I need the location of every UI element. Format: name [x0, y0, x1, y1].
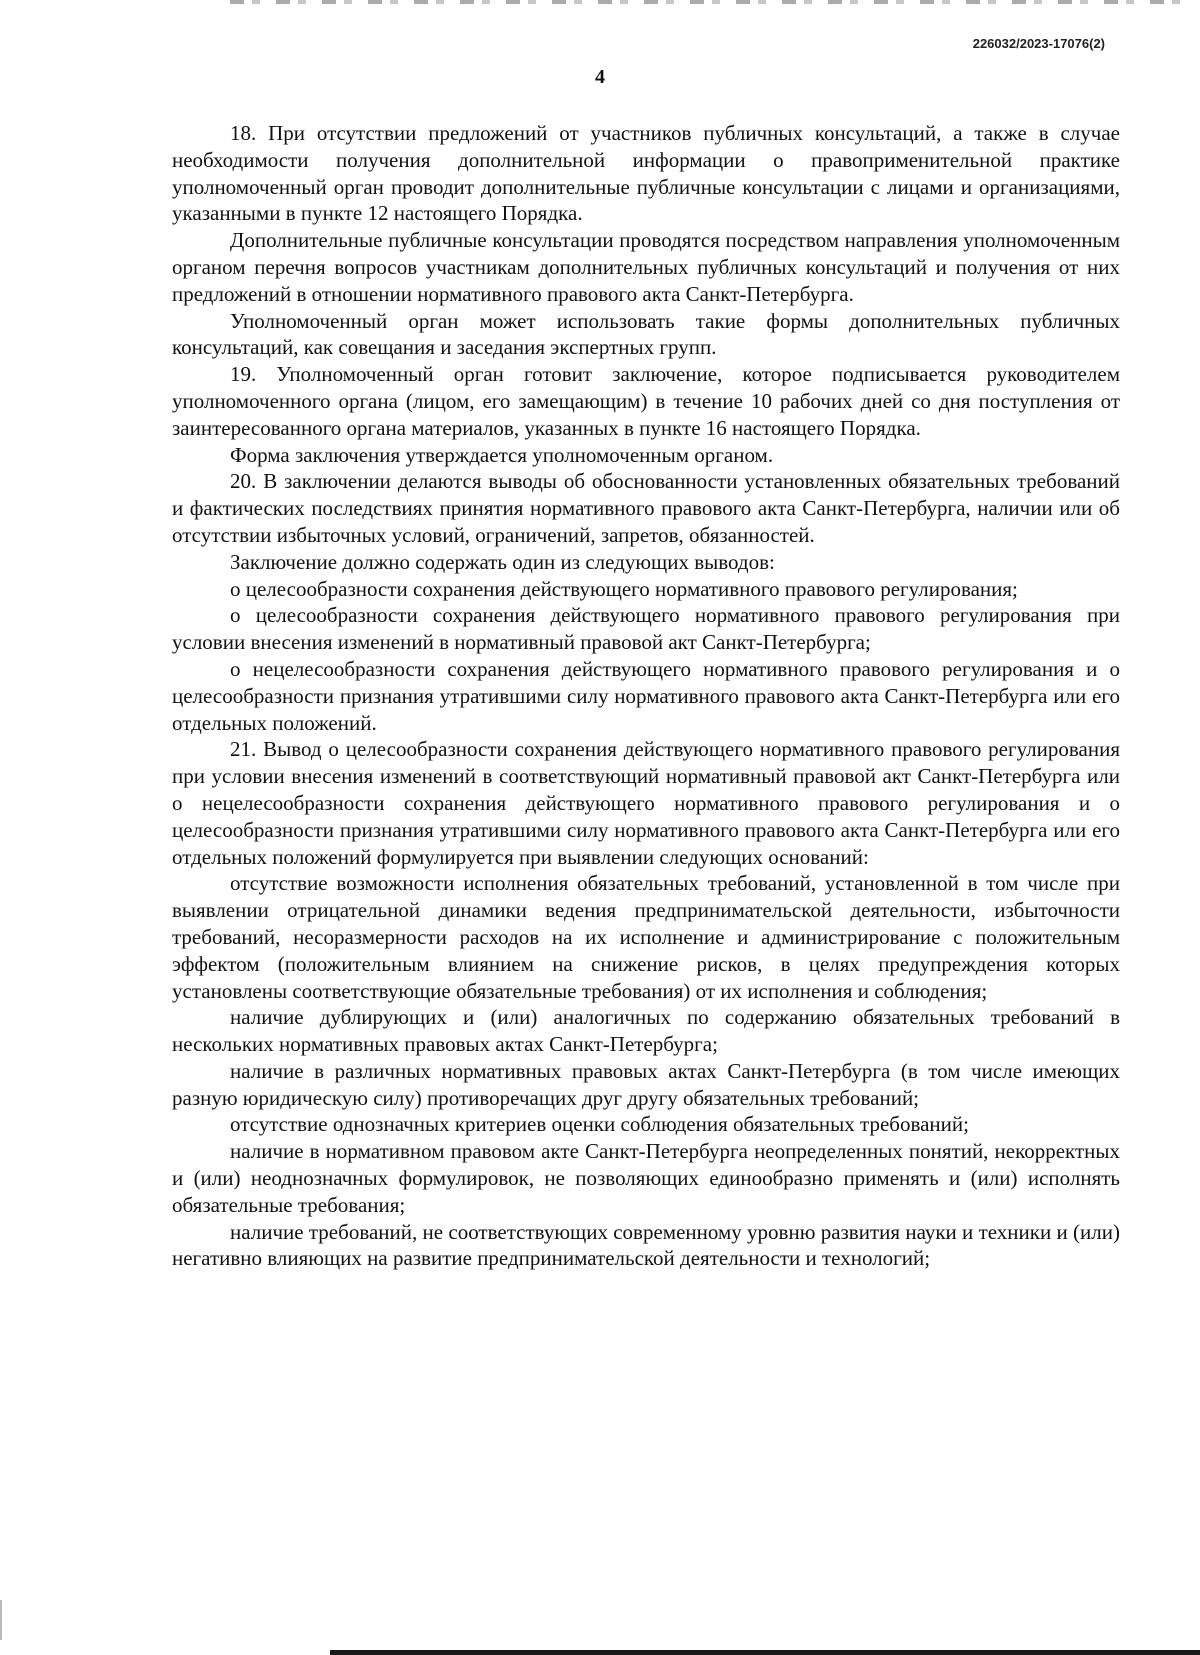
paragraph-20: 20. В заключении делаются выводы об обоснованности установленных обязательных требований и фактических последствиях принятия нормативного правового акта Санкт-Петербурга, наличии или об отсутствии избыточных условий, ограничений, запретов, обязанностей. [172, 469, 1120, 547]
conclusion-option: о нецелесообразности сохранения действующего нормативного правового регулирования и о целесообразности признания утратившими силу нормативного правового акта Санкт-Петербурга или его отдельных положений. [172, 656, 1120, 735]
scan-left-mark [0, 1600, 2, 1640]
paragraph: Заключение должно содержать один из следующих выводов: [230, 549, 775, 574]
ground-item: наличие в различных нормативных правовых актах Санкт-Петербурга (в том числе имеющих разную юридическую силу) противоречащих друг другу обязательных требований; [172, 1058, 1120, 1110]
scan-top-edge [230, 0, 1190, 4]
paragraph: Уполномоченный орган может использовать такие формы дополнительных публичных консультаций, как совещания и заседания экспертных групп. [172, 308, 1120, 360]
ground-item: наличие требований, не соответствующих современному уровню развития науки и техники и (или) негативно влияющих на развитие предпринимательской деятельности и технологий; [172, 1219, 1120, 1271]
paragraph-19: 19. Уполномоченный орган готовит заключение, которое подписывается руководителем уполномоченного органа (лицом, его замещающим) в течение 10 рабочих дней со дня поступления от заинтересованного органа материалов, указанных в пункте 16 настоящего Порядка. [172, 362, 1120, 440]
ground-item: отсутствие однозначных критериев оценки соблюдения обязательных требований; [230, 1112, 969, 1137]
paragraph: Дополнительные публичные консультации проводятся посредством направления уполномоченным органом перечня вопросов участникам дополнительных публичных консультаций и получения от них предложений в отношении нормативного правового акта Санкт-Петербурга. [172, 228, 1120, 306]
document-number: 226032/2023-17076(2) [972, 36, 1105, 51]
conclusion-option: о целесообразности сохранения действующего нормативного правового регулирования при условии внесения изменений в нормативный правовой акт Санкт-Петербурга; [172, 603, 1120, 655]
ground-item: отсутствие возможности исполнения обязательных требований, установленной в том числе при выявлении отрицательной динамики ведения предпринимательской деятельности, избыточности требований, несоразмерности расходов на их исполнение и администрирование с положительным эффектом (положительным влиянием на снижение рисков, в целях предупреждения которых установлены соответствующие обязательные требования) от их исполнения и соблюдения; [172, 871, 1120, 1003]
document-body [172, 120, 1120, 1272]
paragraph-21: 21. Вывод о целесообразности сохранения действующего нормативного правового регулирования при условии внесения изменений в соответствующий нормативный правовой акт Санкт-Петербурга или о нецелесообразности сохранения действующего нормативного правового регулирования и о целесообразности признания утратившими силу нормативного правового акта Санкт-Петербурга или его отдельных положений формулируется при выявлении следующих оснований: [172, 737, 1120, 869]
scan-bottom-edge [330, 1650, 1200, 1655]
page-number: 4 [595, 66, 605, 88]
ground-item: наличие дублирующих и (или) аналогичных по содержанию обязательных требований в нескольких нормативных правовых актах Санкт-Петербурга; [172, 1005, 1120, 1057]
paragraph: Форма заключения утверждается уполномоченным органом. [230, 442, 774, 467]
conclusion-option: о целесообразности сохранения действующего нормативного правового регулирования; [230, 576, 1018, 601]
paragraph-18: 18. При отсутствии предложений от участников публичных консультаций, а также в случае необходимости получения дополнительной информации о правоприменительной практике уполномоченный орган проводит дополнительные публичные консультации с лицами и организациями, указанными в пункте 12 настоящего Порядка. [172, 121, 1120, 226]
ground-item: наличие в нормативном правовом акте Санкт-Петербурга неопределенных понятий, некорректных и (или) неоднозначных формулировок, не позволяющих единообразно применять и (или) исполнять обязательные требования; [172, 1139, 1120, 1217]
